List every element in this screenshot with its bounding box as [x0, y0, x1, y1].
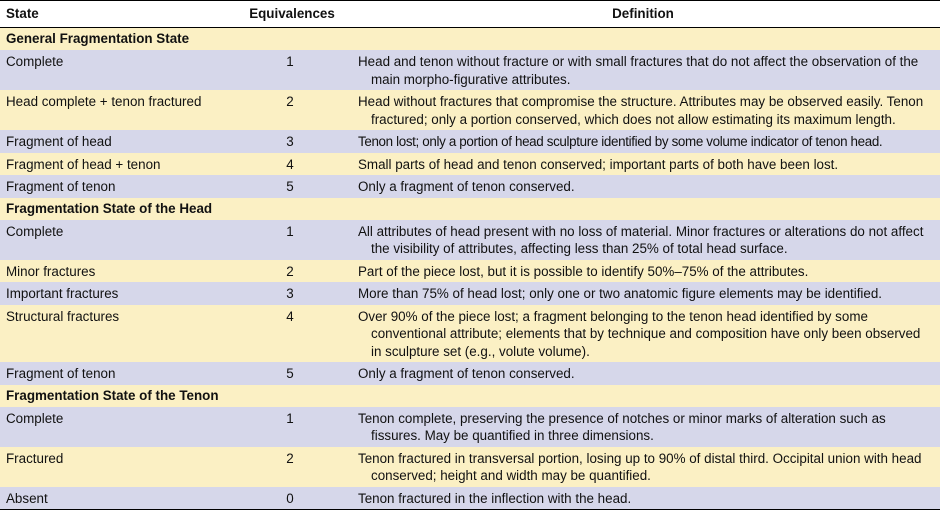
definition-cell: [346, 175, 940, 198]
definition-cell: [346, 362, 940, 385]
definition-text: Tenon lost; only a portion of head sculpture identified by some volume indicator of tenon head.: [358, 134, 883, 149]
equivalence-cell: 3: [238, 130, 346, 153]
definition-text: Only a fragment of tenon conserved.: [358, 179, 575, 194]
equivalence-cell: 0: [238, 487, 346, 510]
definition-text: Head without fractures that compromise the structure. Attributes may be observed easily. Tenon fractured; only a portion conserved, which does not allow estimating its maximum length.: [358, 94, 924, 127]
definition-cell: [346, 282, 940, 305]
table-row: [0, 407, 940, 447]
table-row: [0, 305, 940, 363]
definition-cell: [346, 407, 940, 447]
definition-cell: [346, 447, 940, 487]
section-title: Fragmentation State of the Tenon: [0, 385, 940, 407]
table-row: [0, 447, 940, 487]
definition-text: Head and tenon without fracture or with small fractures that do not affect the observation of the main morpho-figurative attributes.: [358, 54, 919, 87]
definition-text: Small parts of head and tenon conserved; important parts of both have been lost.: [358, 156, 839, 172]
state-cell: Fragment of tenon: [0, 362, 238, 385]
definition-text: Tenon complete, preserving the presence of notches or minor marks of alteration such as fissures. May be quantified in three dimensions.: [358, 410, 886, 443]
table-row: [0, 50, 940, 90]
header-equivalences: Equivalences: [238, 1, 346, 28]
state-cell: Complete: [0, 50, 238, 90]
state-cell: Fractured: [0, 447, 238, 487]
definition-cell: [346, 260, 940, 283]
state-cell: Fragment of head: [0, 130, 238, 153]
header-row: [0, 1, 940, 28]
section-header: [0, 28, 940, 51]
state-cell: Head complete + tenon fractured: [0, 90, 238, 130]
definition-cell: [346, 130, 940, 153]
state-cell: Minor fractures: [0, 260, 238, 283]
table-row: [0, 175, 940, 198]
table-row: [0, 282, 940, 305]
state-cell: Absent: [0, 487, 238, 510]
equivalence-cell: 5: [238, 362, 346, 385]
definition-text: Only a fragment of tenon conserved.: [358, 366, 575, 381]
table-row: [0, 153, 940, 176]
definition-cell: [346, 153, 940, 176]
equivalence-cell: 2: [238, 90, 346, 130]
section-header: [0, 198, 940, 220]
table-row: [0, 487, 940, 510]
table-row: [0, 90, 940, 130]
equivalence-cell: 2: [238, 260, 346, 283]
definition-text: More than 75% of head lost; only one or two anatomic figure elements may be identified.: [358, 286, 883, 301]
equivalence-cell: 4: [238, 305, 346, 363]
definition-text: Over 90% of the piece lost; a fragment belonging to the tenon head identified by some conventional attribute; elements that by technique and composition have only been observed in sculpture set (e.g., volute volume).: [358, 308, 921, 359]
table-row: [0, 130, 940, 153]
state-cell: Structural fractures: [0, 305, 238, 363]
header-state: State: [0, 1, 238, 28]
equivalence-cell: 1: [238, 220, 346, 260]
state-cell: Important fractures: [0, 282, 238, 305]
state-cell: Fragment of head + tenon: [0, 153, 238, 176]
equivalence-cell: 5: [238, 175, 346, 198]
table-row: [0, 362, 940, 385]
equivalence-cell: 2: [238, 447, 346, 487]
definition-cell: [346, 487, 940, 510]
state-cell: Complete: [0, 407, 238, 447]
state-cell: Fragment of tenon: [0, 175, 238, 198]
header-definition: Definition: [346, 1, 940, 28]
equivalence-cell: 4: [238, 153, 346, 176]
table-row: [0, 260, 940, 283]
definition-cell: [346, 220, 940, 260]
definition-text: Tenon fractured in the inflection with the head.: [358, 490, 632, 506]
equivalence-cell: 1: [238, 407, 346, 447]
definition-cell: [346, 305, 940, 363]
definition-text: Tenon fractured in transversal portion, losing up to 90% of distal third. Occipital union with head conserved; height and width may be quantified.: [358, 450, 922, 483]
section-title: General Fragmentation State: [0, 28, 940, 51]
table-row: [0, 220, 940, 260]
section-title: Fragmentation State of the Head: [0, 198, 940, 220]
state-cell: Complete: [0, 220, 238, 260]
table-header: [0, 1, 940, 28]
equivalence-cell: 1: [238, 50, 346, 90]
definition-cell: [346, 90, 940, 130]
definition-text: Part of the piece lost, but it is possible to identify 50%–75% of the attributes.: [358, 263, 809, 279]
section-header: [0, 385, 940, 407]
definition-cell: [346, 50, 940, 90]
equivalence-cell: 3: [238, 282, 346, 305]
definition-text: All attributes of head present with no loss of material. Minor fractures or alterations do not affect the visibility of attributes, affecting less than 25% of total head surface.: [358, 223, 924, 256]
